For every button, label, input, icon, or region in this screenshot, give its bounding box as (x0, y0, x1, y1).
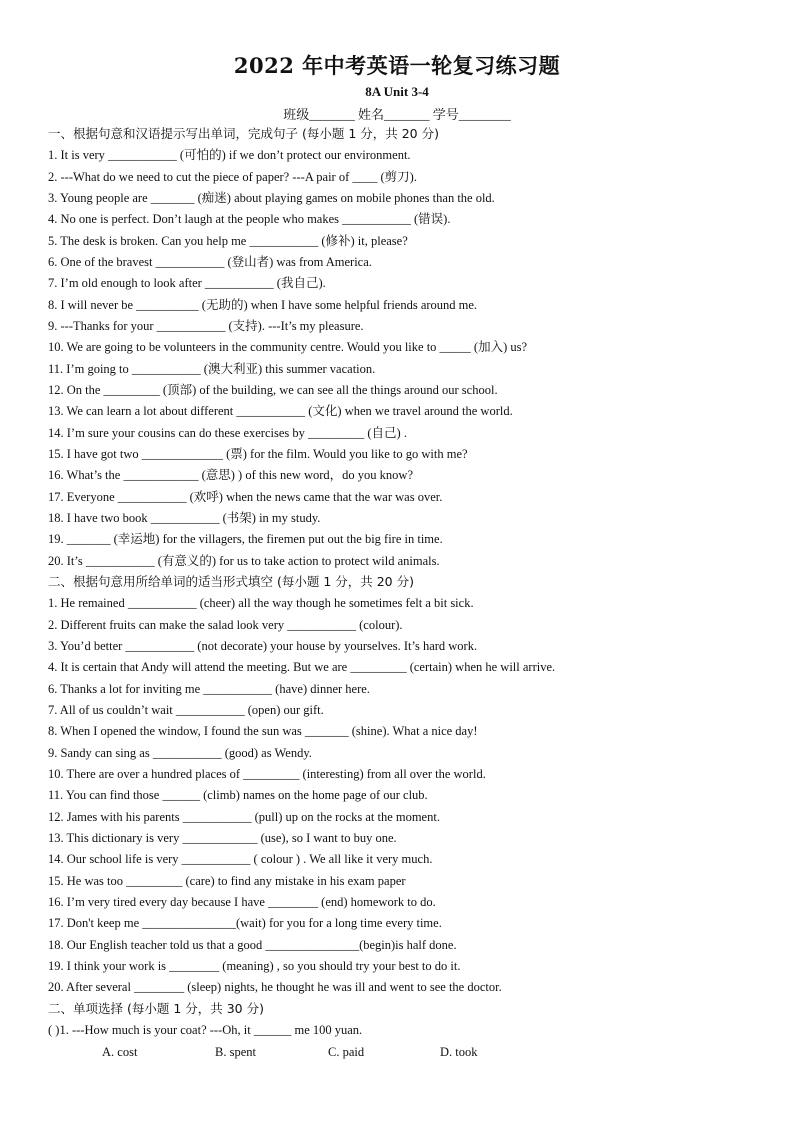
s1-question: 9. ---Thanks for your ___________ (支持). ---It’s my pleasure. (48, 319, 364, 333)
s1-question: 3. Young people are _______ (痴迷) about playing games on mobile phones than the old. (48, 191, 495, 205)
s2-question: 1. He remained ___________ (cheer) all the way though he sometimes felt a bit sick. (48, 596, 474, 610)
option-a: A. cost (102, 1045, 138, 1059)
section-1-title: 一、根据句意和汉语提示写出单词，完成句子 (每小题 1 分，共 20 分) (48, 126, 439, 141)
s2-question: 8. When I opened the window, I found the sun was _______ (shine). What a nice day! (48, 724, 478, 738)
s1-question: 12. On the _________ (顶部) of the building, we can see all the things around our school. (48, 383, 498, 397)
s2-question: 19. I think your work is ________ (meaning) , so you should try your best to do it. (48, 959, 461, 973)
s1-question: 19. _______ (幸运地) for the villagers, the firemen put out the big fire in time. (48, 532, 443, 546)
section-3-title: 二、单项选择 (每小题 1 分，共 30 分) (48, 1001, 264, 1016)
option-b: B. spent (215, 1045, 256, 1059)
s1-question: 17. Everyone ___________ (欢呼) when the news came that the war was over. (48, 490, 443, 504)
s1-question: 1. It is very ___________ (可怕的) if we don’t protect our environment. (48, 148, 411, 162)
option-c: C. paid (328, 1045, 365, 1059)
s2-question: 11. You can find those ______ (climb) names on the home page of our club. (48, 788, 428, 802)
s2-question: 9. Sandy can sing as ___________ (good) as Wendy. (48, 746, 312, 760)
s2-question: 20. After several ________ (sleep) nights, he thought he was ill and went to see the doctor. (48, 980, 502, 994)
s2-question: 13. This dictionary is very ____________ (use), so I want to buy one. (48, 831, 397, 845)
s1-question: 14. I’m sure your cousins can do these exercises by _________ (自己) . (48, 426, 407, 440)
s1-question: 2. ---What do we need to cut the piece of paper? ---A pair of ____ (剪刀). (48, 170, 417, 184)
s1-question: 20. It’s ___________ (有意义的) for us to take action to protect wild animals. (48, 554, 440, 568)
s1-question: 10. We are going to be volunteers in the community centre. Would you like to _____ (加入) us? (48, 340, 528, 354)
s2-question: 4. It is certain that Andy will attend the meeting. But we are _________ (certain) when he will arrive. (48, 660, 556, 674)
s2-question: 2. Different fruits can make the salad look very ___________ (colour). (48, 618, 403, 632)
s1-question: 15. I have got two _____________ (票) for the film. Would you like to go with me? (48, 447, 468, 461)
s2-question: 12. James with his parents ___________ (pull) up on the rocks at the moment. (48, 810, 440, 824)
s1-question: 18. I have two book ___________ (书架) in my study. (48, 511, 321, 525)
s2-question: 10. There are over a hundred places of _________ (interesting) from all over the world. (48, 767, 486, 781)
s2-question: 18. Our English teacher told us that a good _______________(begin)is half done. (48, 938, 457, 952)
student-info-line: 班级_______ 姓名_______ 学号________ (283, 107, 511, 122)
s1-question: 16. What’s the ____________ (意思) ) of this new word，do you know? (48, 468, 414, 482)
option-d: D. took (440, 1045, 478, 1059)
unit-subtitle: 8A Unit 3-4 (365, 84, 429, 99)
s3-question: ( )1. ---How much is your coat? ---Oh, it ______ me 100 yuan. (48, 1023, 363, 1037)
s1-question: 4. No one is perfect. Don’t laugh at the people who makes ___________ (错误). (48, 212, 451, 226)
s1-question: 6. One of the bravest ___________ (登山者) was from America. (48, 255, 372, 269)
s2-question: 6. Thanks a lot for inviting me ___________ (have) dinner here. (48, 682, 370, 696)
section-2-title: 二、根据句意用所给单词的适当形式填空 (每小题 1 分，共 20 分) (48, 574, 414, 589)
page-title: 2022 年中考英语一轮复习练习题 (233, 53, 561, 78)
s1-question: 11. I’m going to ___________ (澳大利亚) this summer vacation. (48, 362, 376, 376)
s1-question: 7. I’m old enough to look after ___________ (我自己). (48, 276, 326, 290)
s2-question: 16. I’m very tired every day because I have ________ (end) homework to do. (48, 895, 436, 909)
s2-question: 15. He was too _________ (care) to find any mistake in his exam paper (48, 874, 406, 888)
s2-question: 3. You’d better ___________ (not decorate) your house by yourselves. It’s hard work. (48, 639, 478, 653)
s2-question: 14. Our school life is very ___________ ( colour ) . We all like it very much. (48, 852, 433, 866)
s1-question: 5. The desk is broken. Can you help me ___________ (修补) it, please? (48, 234, 408, 248)
s1-question: 13. We can learn a lot about different ___________ (文化) when we travel around the world. (48, 404, 513, 418)
s1-question: 8. I will never be __________ (无助的) when I have some helpful friends around me. (48, 298, 478, 312)
s2-question: 7. All of us couldn’t wait ___________ (open) our gift. (48, 703, 324, 717)
s2-question: 17. Don't keep me _______________(wait) for you for a long time every time. (48, 916, 442, 930)
